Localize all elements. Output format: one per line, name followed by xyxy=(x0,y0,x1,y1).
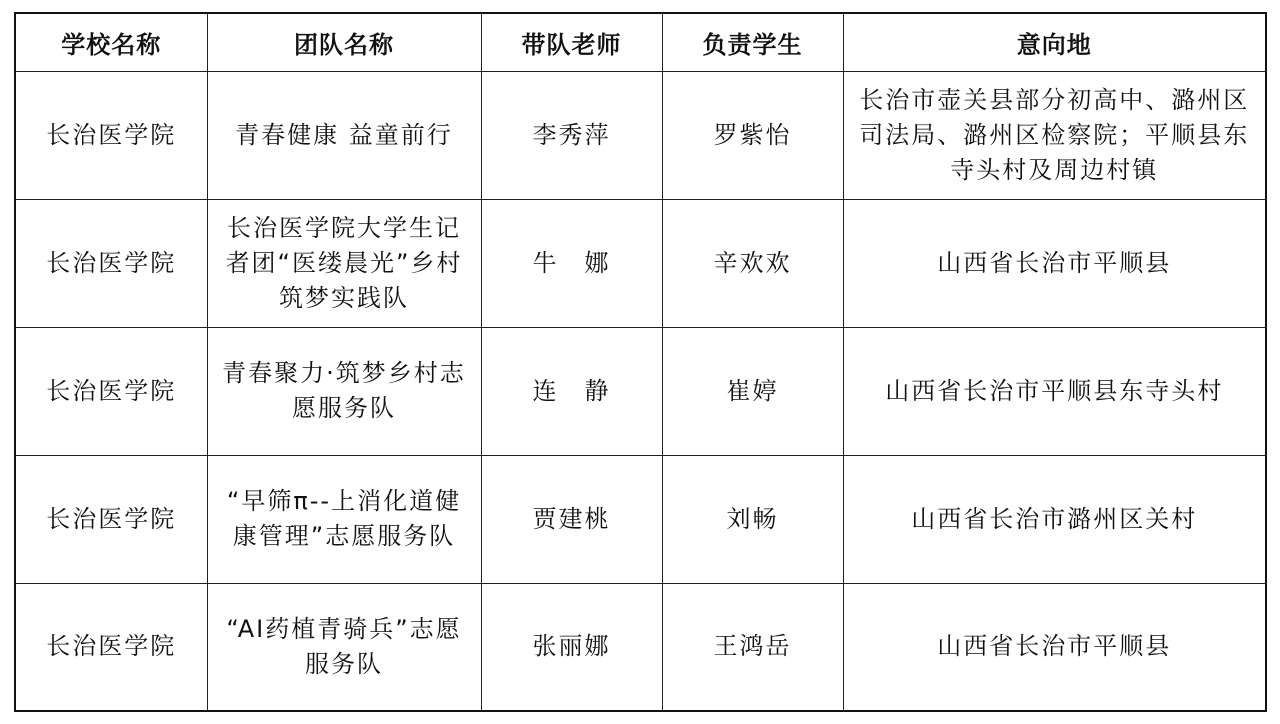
header-school-name: 学校名称 xyxy=(15,13,207,71)
cell-student: 辛欢欢 xyxy=(662,199,843,327)
cell-team: 长治医学院大学生记者团“医缕晨光”乡村筑梦实践队 xyxy=(207,199,481,327)
cell-destination: 山西省长治市平顺县 xyxy=(843,199,1266,327)
table-row xyxy=(15,71,1266,199)
cell-destination: 山西省长治市潞州区关村 xyxy=(843,455,1266,583)
table-header-row xyxy=(15,13,1266,71)
cell-destination: 山西省长治市平顺县 xyxy=(843,583,1266,711)
table-row xyxy=(15,455,1266,583)
cell-team: “AI药植青骑兵”志愿服务队 xyxy=(207,583,481,711)
cell-school: 长治医学院 xyxy=(15,71,207,199)
cell-team: “早筛π--上消化道健康管理”志愿服务队 xyxy=(207,455,481,583)
table-row xyxy=(15,199,1266,327)
cell-teacher: 李秀萍 xyxy=(481,71,662,199)
cell-student: 王鸿岳 xyxy=(662,583,843,711)
table-row xyxy=(15,327,1266,455)
cell-school: 长治医学院 xyxy=(15,327,207,455)
cell-teacher: 牛 娜 xyxy=(481,199,662,327)
cell-student: 刘畅 xyxy=(662,455,843,583)
cell-destination: 长治市壶关县部分初高中、潞州区司法局、潞州区检察院；平顺县东寺头村及周边村镇 xyxy=(843,71,1266,199)
cell-student: 罗紫怡 xyxy=(662,71,843,199)
header-responsible-student: 负责学生 xyxy=(662,13,843,71)
cell-teacher: 张丽娜 xyxy=(481,583,662,711)
cell-team: 青春聚力·筑梦乡村志愿服务队 xyxy=(207,327,481,455)
cell-school: 长治医学院 xyxy=(15,583,207,711)
cell-team: 青春健康 益童前行 xyxy=(207,71,481,199)
header-leading-teacher: 带队老师 xyxy=(481,13,662,71)
header-destination: 意向地 xyxy=(843,13,1266,71)
header-team-name: 团队名称 xyxy=(207,13,481,71)
cell-teacher: 贾建桃 xyxy=(481,455,662,583)
cell-teacher: 连 静 xyxy=(481,327,662,455)
cell-school: 长治医学院 xyxy=(15,199,207,327)
cell-student: 崔婷 xyxy=(662,327,843,455)
cell-destination: 山西省长治市平顺县东寺头村 xyxy=(843,327,1266,455)
team-table-container xyxy=(14,12,1265,712)
cell-school: 长治医学院 xyxy=(15,455,207,583)
team-table xyxy=(14,12,1267,712)
table-row xyxy=(15,583,1266,711)
